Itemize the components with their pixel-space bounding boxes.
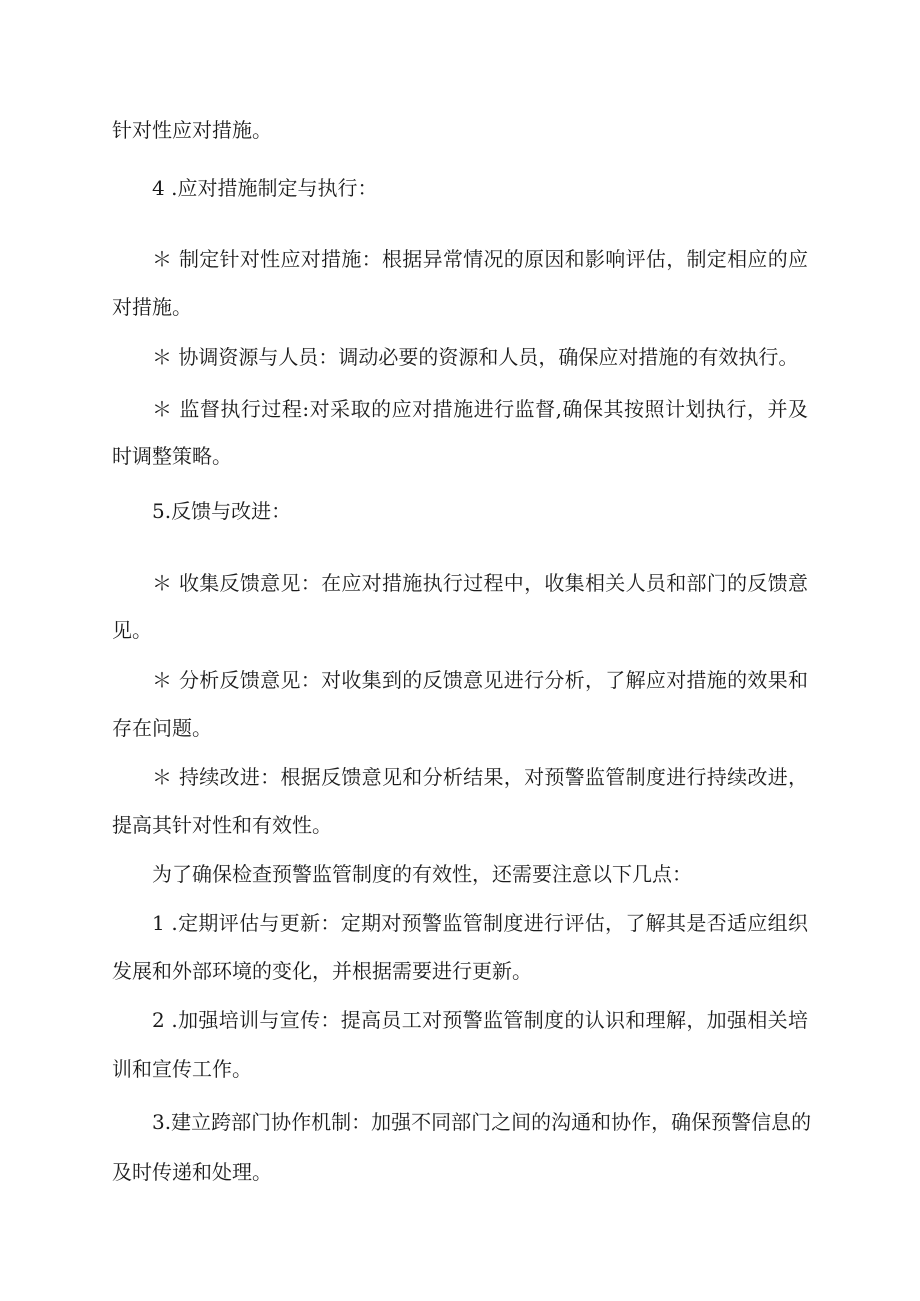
paragraph-line: 针对性应对措施。: [112, 118, 272, 142]
numbered-line: 训和宣传工作。: [112, 1057, 252, 1081]
bullet-line: 存在问题。: [112, 716, 212, 740]
bullet-line: ＊ 分析反馈意见：对收集到的反馈意见进行分析，了解应对措施的效果和: [152, 668, 808, 692]
numbered-line: 2 .加强培训与宣传：提高员工对预警监管制度的认识和理解，加强相关培: [152, 1008, 808, 1032]
section-heading: 5.反馈与改进：: [152, 499, 292, 523]
section-heading: 4 .应对措施制定与执行：: [152, 176, 378, 200]
bullet-line: ＊ 制定针对性应对措施：根据异常情况的原因和影响评估，制定相应的应: [152, 247, 808, 271]
numbered-line: 发展和外部环境的变化，并根据需要进行更新。: [112, 959, 532, 983]
bullet-line: ＊ 持续改进：根据反馈意见和分析结果，对预警监管制度进行持续改进，: [152, 765, 808, 789]
bullet-line: ＊ 监督执行过程:对采取的应对措施进行监督,确保其按照计划执行，并及: [152, 397, 808, 421]
bullet-line: 见。: [112, 618, 152, 642]
bullet-line: 时调整策略。: [112, 444, 232, 468]
bullet-line: 提高其针对性和有效性。: [112, 813, 332, 837]
paragraph-line: 为了确保检查预警监管制度的有效性，还需要注意以下几点：: [152, 862, 692, 886]
numbered-line: 3.建立跨部门协作机制：加强不同部门之间的沟通和协作，确保预警信息的: [152, 1110, 812, 1134]
numbered-line: 及时传递和处理。: [112, 1160, 272, 1184]
bullet-line: ＊ 协调资源与人员：调动必要的资源和人员，确保应对措施的有效执行。: [152, 345, 799, 369]
bullet-line: ＊ 收集反馈意见：在应对措施执行过程中，收集相关人员和部门的反馈意: [152, 571, 808, 595]
bullet-line: 对措施。: [112, 295, 192, 319]
numbered-line: 1 .定期评估与更新：定期对预警监管制度进行评估，了解其是否适应组织: [152, 911, 808, 935]
